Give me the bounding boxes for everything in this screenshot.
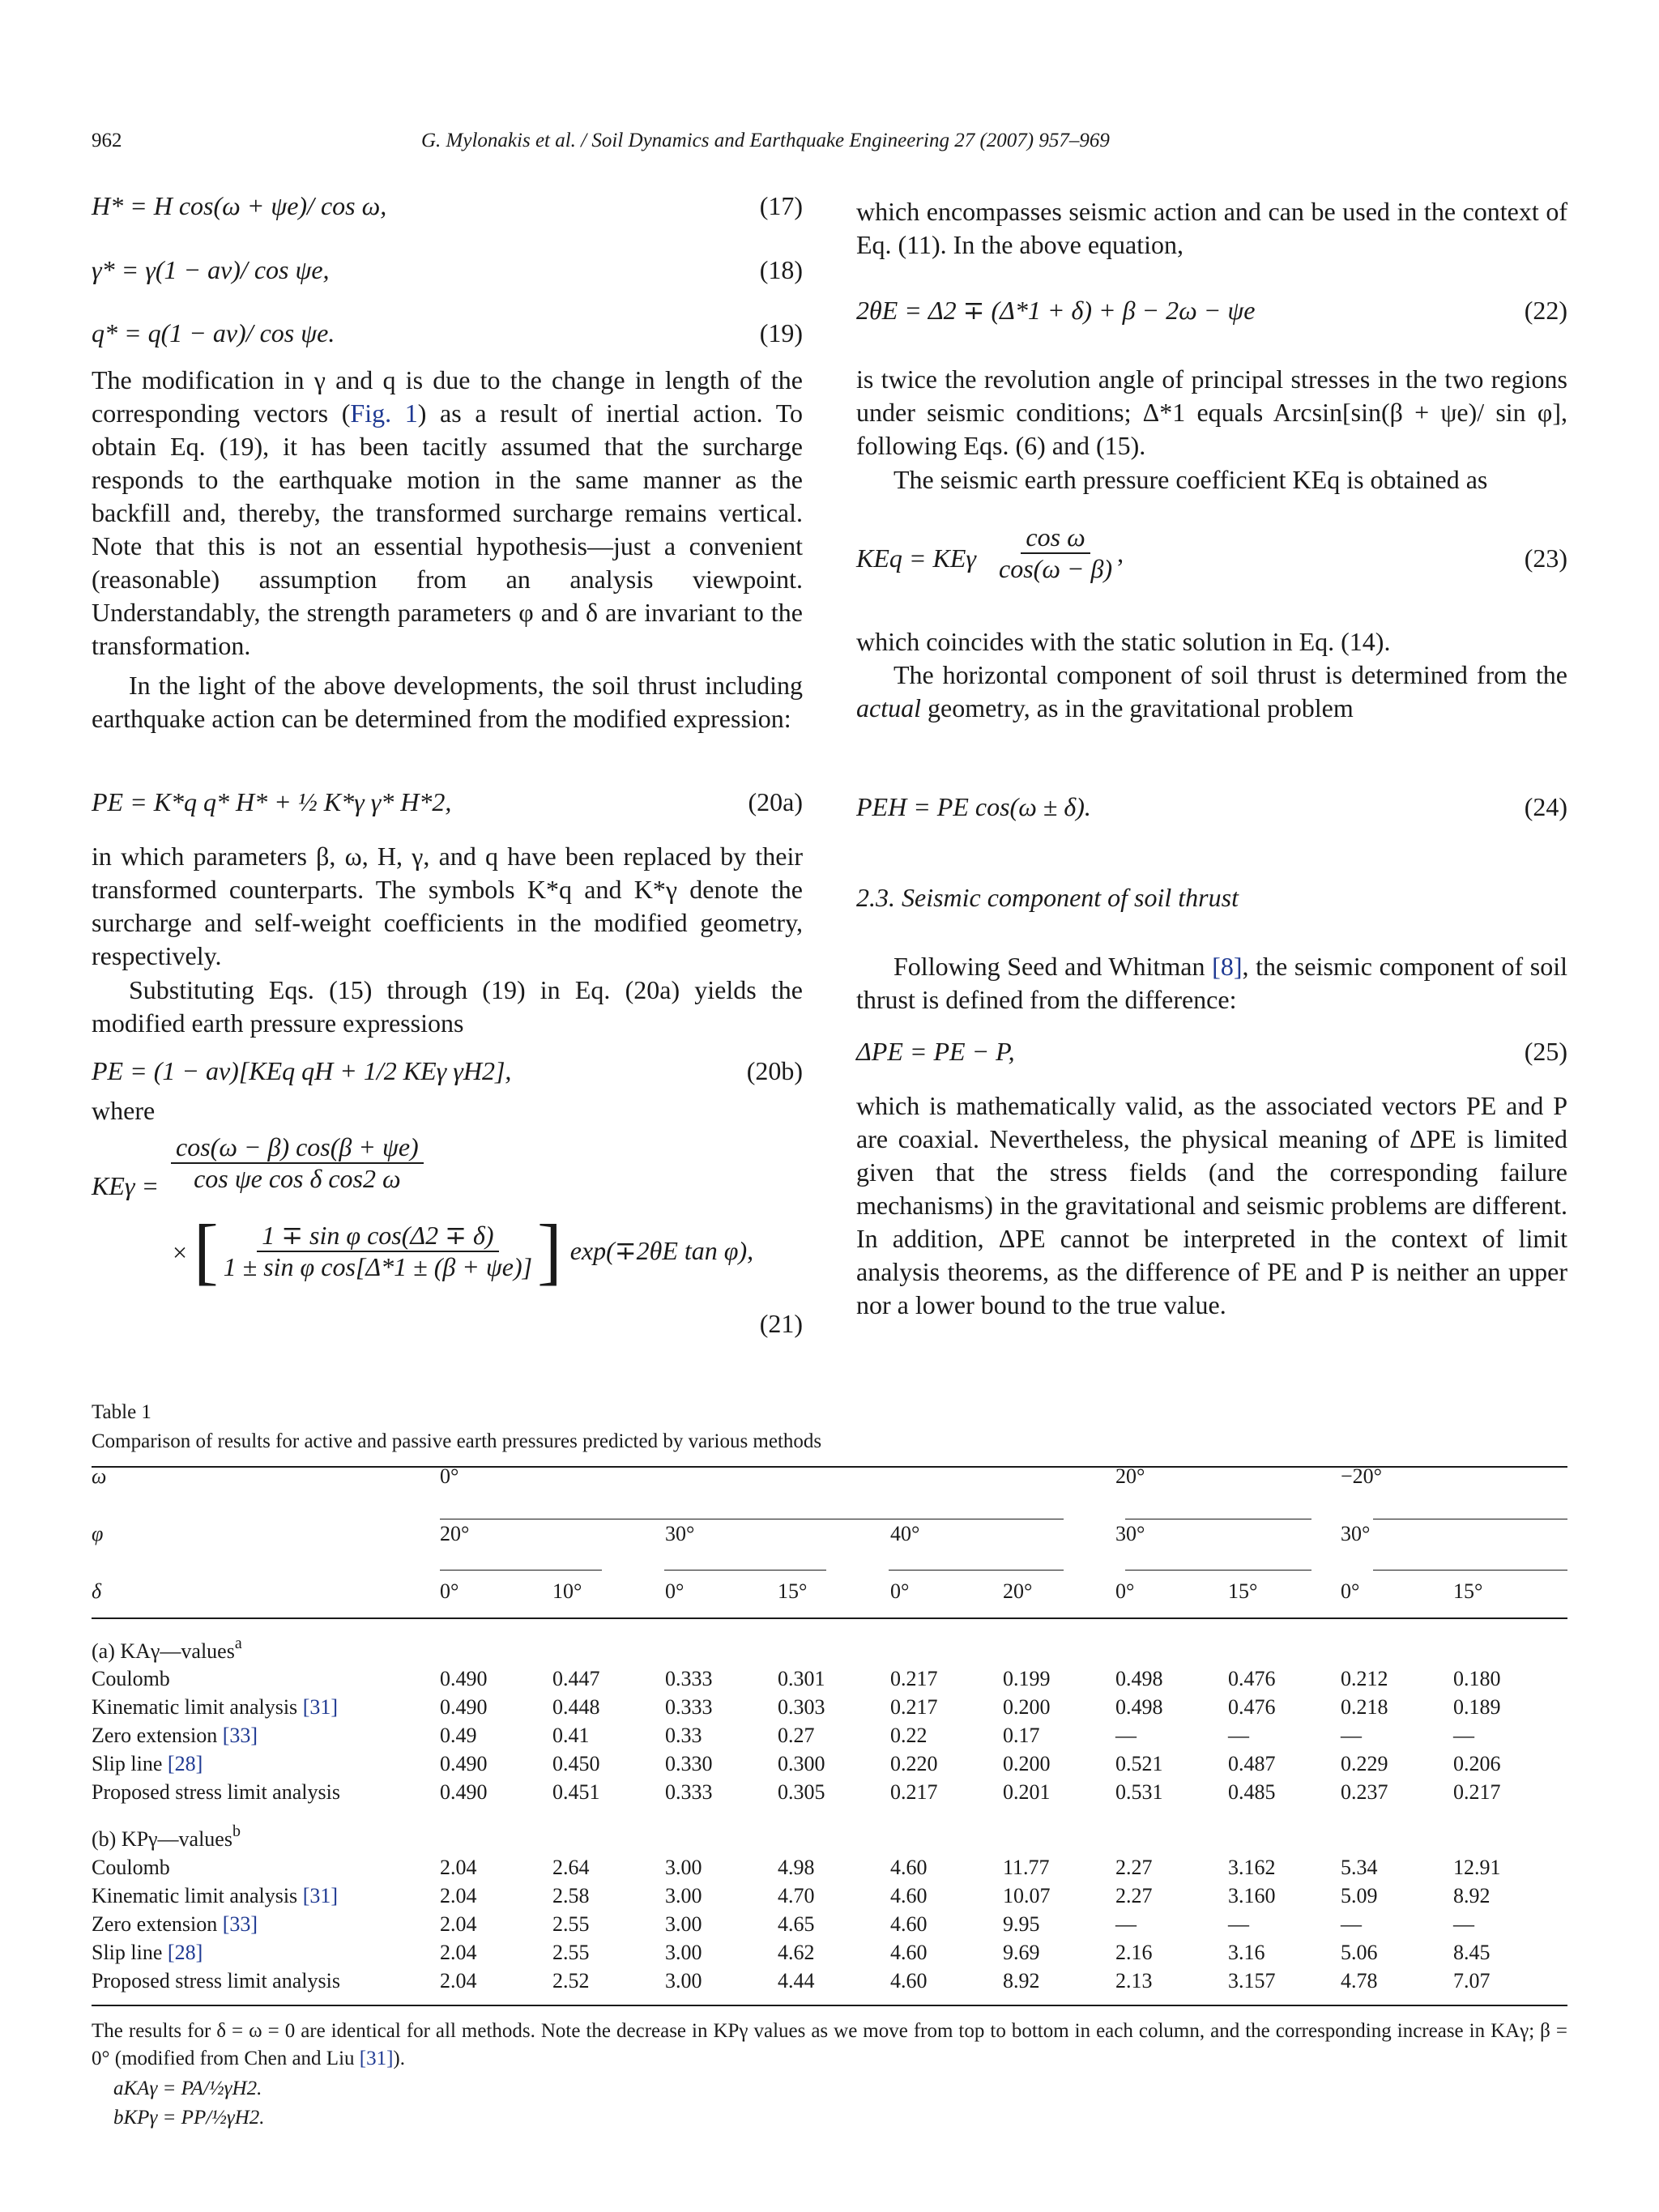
paragraph-encompasses: which encompasses seismic action and can be used in the context of Eq. (11). In the above equation, <box>856 197 1567 259</box>
equation-18: γ* = γ(1 − av)/ cos ψe, (18) <box>92 255 803 284</box>
method-name: Zero extension [33] <box>92 1912 258 1936</box>
table-cell: 0.487 <box>1228 1751 1276 1775</box>
method-name: Coulomb <box>92 1666 170 1690</box>
method-name: Kinematic limit analysis [31] <box>92 1694 339 1719</box>
equation-20b: PE = (1 − av)[KEq qH + 1/2 KEγ γH2], (20b) <box>92 1056 803 1085</box>
method-name: Slip line [28] <box>92 1751 203 1775</box>
table-cell: 2.04 <box>440 1940 477 1964</box>
table-cell: 8.92 <box>1003 1968 1040 1993</box>
table-cell: 0.17 <box>1003 1723 1040 1747</box>
table-cell: 0.229 <box>1341 1751 1388 1775</box>
section-a-title: (a) KAγ—values$^a$ <box>92 1634 242 1663</box>
equation-23: KEq = KEγ $\frac{\text{cos ω}}{\cos(\omega - \beta)}$ , (23) <box>856 522 1567 583</box>
table-cell: 0.217 <box>890 1694 938 1719</box>
table-cell: 0.303 <box>778 1694 825 1719</box>
table-bottom-rule <box>92 2005 1567 2006</box>
table-cell: 0.476 <box>1228 1666 1276 1690</box>
table-row <box>92 1938 1567 1967</box>
table-cell: 0.333 <box>665 1694 713 1719</box>
table-cell: 0.490 <box>440 1779 488 1804</box>
table-row <box>92 1853 1567 1882</box>
table-cell: 2.04 <box>440 1912 477 1936</box>
table-footnote: The results for δ = ω = 0 are identical for all methods. Note the decrease in KPγ values as we move from top to bottom in each column, and the corresponding increase in KAγ; β = 0° (modified from Chen and Liu [31]). <box>92 2020 1567 2069</box>
table-cell: 4.70 <box>778 1883 815 1907</box>
table-row <box>92 1882 1567 1910</box>
table-cell: 0.330 <box>665 1751 713 1775</box>
table-row <box>92 1664 1567 1693</box>
table-cell: 0.199 <box>1003 1666 1051 1690</box>
table-cell: 4.60 <box>890 1883 928 1907</box>
table-cell: 3.00 <box>665 1912 702 1936</box>
table-cell: 7.07 <box>1453 1968 1491 1993</box>
table-cell: 0.217 <box>890 1666 938 1690</box>
table-cell: 0.27 <box>778 1723 815 1747</box>
table-cell: 3.157 <box>1228 1968 1276 1993</box>
paragraph-horizontal: The horizontal component of soil thrust is determined from the actual geometry, as in the gravitational problem <box>856 660 1567 722</box>
table-cell: 2.27 <box>1115 1883 1153 1907</box>
ref-link[interactable]: [28] <box>167 1751 203 1775</box>
table-cell: 3.00 <box>665 1940 702 1964</box>
table-cell: 0.200 <box>1003 1751 1051 1775</box>
delta-row: δ 0° 10° 0° 15° 0° 20° 0° 15° 0° 15° <box>92 1579 1483 1603</box>
table-row <box>92 1750 1567 1778</box>
table-cell: 8.92 <box>1453 1883 1491 1907</box>
phi-row: φ 20° 30° 40° 30° 30° <box>92 1522 1371 1545</box>
table-cell: 2.13 <box>1115 1968 1153 1993</box>
table-cell: 9.95 <box>1003 1912 1040 1936</box>
ref-link[interactable]: [28] <box>167 1940 203 1964</box>
ref-31-link[interactable]: [31] <box>359 2048 394 2069</box>
table-cell: 4.60 <box>890 1855 928 1879</box>
ref-link[interactable]: [31] <box>302 1694 339 1719</box>
page-number: 962 <box>92 130 122 151</box>
table-cell: 2.16 <box>1115 1940 1153 1964</box>
table-cell: 2.55 <box>552 1912 590 1936</box>
table-cell: 3.00 <box>665 1855 702 1879</box>
table-cell: 0.300 <box>778 1751 825 1775</box>
table-cell: 0.498 <box>1115 1666 1163 1690</box>
table-cell: 0.237 <box>1341 1779 1388 1804</box>
ref-link[interactable]: [33] <box>222 1912 258 1936</box>
paragraph-twice: is twice the revolution angle of principal stresses in the two regions under seismic conditions; Δ*1 equals Arcsin[sin(β + ψe)/ sin φ], following Eqs. (6) and (15). <box>856 364 1567 460</box>
table-cell: 2.58 <box>552 1883 590 1907</box>
ref-8-link[interactable]: [8] <box>1212 952 1243 981</box>
paragraph-substituting: Substituting Eqs. (15) through (19) in Eq. (20a) yields the modified earth pressure expressions <box>92 975 803 1038</box>
table-cell: 0.485 <box>1228 1779 1276 1804</box>
table-cell: 5.09 <box>1341 1883 1378 1907</box>
method-name: Kinematic limit analysis [31] <box>92 1883 339 1907</box>
omega-row: ω 0° 20° −20° <box>92 1464 1383 1488</box>
table-cell: 5.34 <box>1341 1855 1378 1879</box>
table-cell: 0.33 <box>665 1723 702 1747</box>
method-name: Zero extension [33] <box>92 1723 258 1747</box>
method-name: Proposed stress limit analysis <box>92 1779 340 1804</box>
equation-20a: PE = K*q q* H* + ½ K*γ γ* H*2, (20a) <box>92 787 803 816</box>
equation-22: 2θE = Δ2 ∓ (Δ*1 + δ) + β − 2ω − ψe (22) <box>856 295 1567 325</box>
table-cell: — <box>1453 1912 1474 1936</box>
table-caption: Comparison of results for active and passive earth pressures predicted by various methods <box>92 1430 822 1452</box>
table-cell: 0.200 <box>1003 1694 1051 1719</box>
table-cell: 0.218 <box>1341 1694 1388 1719</box>
table-cell: 0.498 <box>1115 1694 1163 1719</box>
table-cell: 0.521 <box>1115 1751 1163 1775</box>
table-cell: 5.06 <box>1341 1940 1378 1964</box>
running-title: G. Mylonakis et al. / Soil Dynamics and Earthquake Engineering 27 (2007) 957–969 <box>421 130 1110 151</box>
method-name: Proposed stress limit analysis <box>92 1968 340 1993</box>
table-cell: 4.44 <box>778 1968 815 1993</box>
method-name: Slip line [28] <box>92 1940 203 1964</box>
table-cell: 0.490 <box>440 1751 488 1775</box>
table-cell: 4.98 <box>778 1855 815 1879</box>
section-b-title: (b) KPγ—values$^b$ <box>92 1822 241 1851</box>
table-cell: 0.220 <box>890 1751 938 1775</box>
table-cell: 4.65 <box>778 1912 815 1936</box>
table-cell: 3.00 <box>665 1883 702 1907</box>
table-row <box>92 1693 1567 1721</box>
equation-21: KEγ = $\frac{\cos(\omega - \beta) \cos(\beta + \psi e)}{\text{cos ψe cos δ cos2 ω}}$ × [ $\frac{\text{1 ∓ sin φ cos(Δ2 ∓ δ)}}{\text{1 ± sin φ cos[Δ*1 ± (β + ψe)]}}$ ] exp(∓2θE tan φ), (21) <box>92 1132 803 1338</box>
table-cell: 8.45 <box>1453 1940 1491 1964</box>
paragraph-light: In the light of the above developments, the soil thrust including earthquake action can be determined from the modified expression: <box>92 671 803 733</box>
section-a-table <box>92 1636 1567 1806</box>
section-b-table <box>92 1822 1567 1995</box>
table-cell: 4.60 <box>890 1968 928 1993</box>
table-cell: 3.16 <box>1228 1940 1265 1964</box>
paragraph-following: Following Seed and Whitman [8], the seismic component of soil thrust is defined from the difference: <box>856 952 1567 1014</box>
table-cell: 0.206 <box>1453 1751 1501 1775</box>
table-cell: 0.22 <box>890 1723 928 1747</box>
note-a: aKAγ = PA/½γH2. <box>113 2078 262 2099</box>
paragraph-coincides: which coincides with the static solution in Eq. (14). <box>856 627 1391 656</box>
equation-25: ΔPE = PE − P, (25) <box>856 1037 1567 1066</box>
table-cell: 4.60 <box>890 1940 928 1964</box>
paragraph-seismic-coefficient: The seismic earth pressure coefficient KEq is obtained as <box>893 465 1488 494</box>
table-cell: 0.490 <box>440 1666 488 1690</box>
table-cell: 0.301 <box>778 1666 825 1690</box>
equation-17: H* = H cos(ω + ψe)/ cos ω, (17) <box>92 191 803 220</box>
table-cell: — <box>1341 1912 1362 1936</box>
table-cell: 10.07 <box>1003 1883 1051 1907</box>
table-cell: — <box>1115 1723 1137 1747</box>
table-cell: 0.451 <box>552 1779 600 1804</box>
table-row <box>92 1778 1567 1806</box>
table-cell: 4.60 <box>890 1912 928 1936</box>
table-label: Table 1 <box>92 1401 151 1423</box>
ref-link[interactable]: [33] <box>222 1723 258 1747</box>
fig-1-link[interactable]: Fig. 1 <box>350 399 418 428</box>
table-cell: 0.476 <box>1228 1694 1276 1719</box>
section-title: 2.3. Seismic component of soil thrust <box>856 883 1239 912</box>
equation-24: PEH = PE cos(ω ± δ). (24) <box>856 792 1567 821</box>
table-cell: 3.160 <box>1228 1883 1276 1907</box>
table-cell: 0.49 <box>440 1723 477 1747</box>
table-cell: 0.212 <box>1341 1666 1388 1690</box>
table-cell: 2.27 <box>1115 1855 1153 1879</box>
table-cell: — <box>1228 1723 1249 1747</box>
table-cell: 3.00 <box>665 1968 702 1993</box>
table-cell: 0.490 <box>440 1694 488 1719</box>
table-cell: 9.69 <box>1003 1940 1040 1964</box>
table-cell: 0.217 <box>890 1779 938 1804</box>
table-row <box>92 1721 1567 1750</box>
note-b: bKPγ = PP/½γH2. <box>113 2107 265 2129</box>
table-cell: 0.217 <box>1453 1779 1501 1804</box>
table-cell: 0.448 <box>552 1694 600 1719</box>
table-cell: 4.62 <box>778 1940 815 1964</box>
table-cell: 0.333 <box>665 1666 713 1690</box>
table-cell: 2.04 <box>440 1968 477 1993</box>
table-cell: 3.162 <box>1228 1855 1276 1879</box>
table-cell: 0.450 <box>552 1751 600 1775</box>
table-cell: 0.447 <box>552 1666 600 1690</box>
table-cell: 0.41 <box>552 1723 590 1747</box>
table-cell: 0.333 <box>665 1779 713 1804</box>
table-cell: 2.64 <box>552 1855 590 1879</box>
paragraph-modification: The modification in γ and q is due to the change in length of the corresponding vectors (Fig. 1) as a result of inertial action. To obtain Eq. (19), it has been tacitly assumed that the surcharge responds to the earthquake motion in the same manner as the backfill and, thereby, the transformed surcharge remains vertical. Note that this is not an essential hypothesis—just a convenient (reasonable) assumption from an analysis viewpoint. Understandably, the strength parameters φ and δ are invariant to the transformation. <box>92 365 804 660</box>
table-cell: 2.55 <box>552 1940 590 1964</box>
equation-19: q* = q(1 − av)/ cos ψe. (19) <box>92 318 803 347</box>
paragraph-mathematically: which is mathematically valid, as the associated vectors PE and P are coaxial. Nevertheless, the physical meaning of ΔPE is limited given that the stress fields (and the corresponding failure mechanisms) in the gravitational and seismic problems are different. In addition, ΔPE cannot be interpreted in the context of limit analysis theorems, as the difference of PE and P is neither an upper nor a lower bound to the true value. <box>856 1091 1567 1319</box>
table-cell: 11.77 <box>1003 1855 1050 1879</box>
table-cell: 0.189 <box>1453 1694 1501 1719</box>
table-cell: — <box>1453 1723 1474 1747</box>
ref-link[interactable]: [31] <box>302 1883 339 1907</box>
table-cell: 2.52 <box>552 1968 590 1993</box>
table-cell: 2.04 <box>440 1855 477 1879</box>
table-cell: 4.78 <box>1341 1968 1378 1993</box>
method-name: Coulomb <box>92 1855 170 1879</box>
results-table <box>92 1462 1567 1664</box>
table-cell: 0.201 <box>1003 1779 1051 1804</box>
table-row <box>92 1910 1567 1938</box>
table-row <box>92 1967 1567 1995</box>
table-cell: 12.91 <box>1453 1855 1501 1879</box>
table-cell: 0.180 <box>1453 1666 1501 1690</box>
table-cell: 0.531 <box>1115 1779 1163 1804</box>
where-label: where <box>92 1096 156 1125</box>
table-cell: — <box>1228 1912 1249 1936</box>
table-cell: 2.04 <box>440 1883 477 1907</box>
table-cell: 0.305 <box>778 1779 825 1804</box>
table-cell: — <box>1341 1723 1362 1747</box>
paragraph-parameters: in which parameters β, ω, H, γ, and q have been replaced by their transformed counterparts. The symbols K*q and K*γ denote the surcharge and self-weight coefficients in the modified geometry, respectively. <box>92 842 803 970</box>
table-cell: — <box>1115 1912 1137 1936</box>
